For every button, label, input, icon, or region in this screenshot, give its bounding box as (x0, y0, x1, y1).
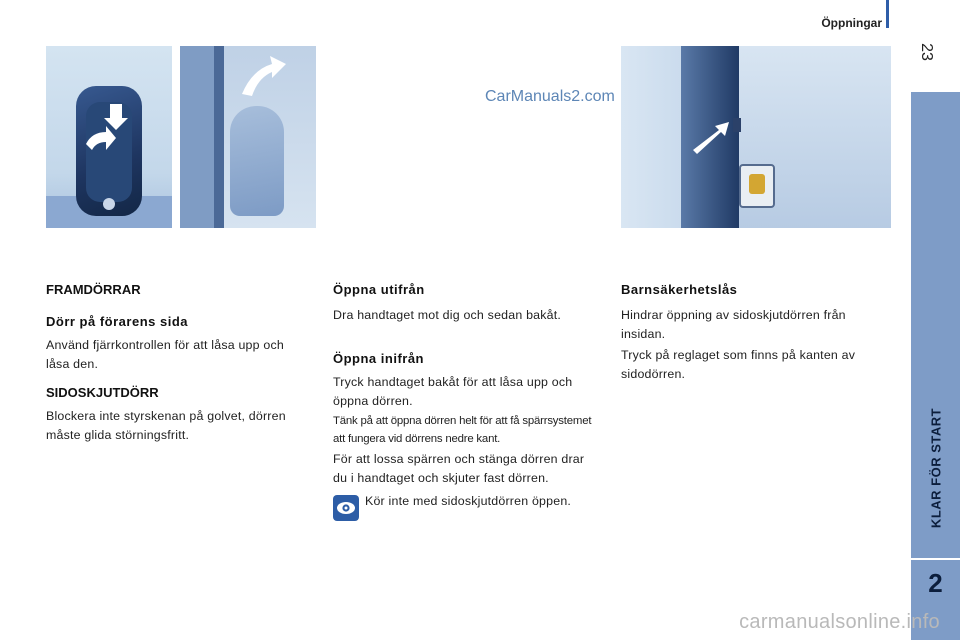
chapter-number: 2 (928, 568, 943, 598)
arrow-icon (46, 46, 172, 228)
text-open-inside-note: Tänk på att öppna dörren helt för att få spärrsystemet att fungera vid dörrens nedre kant. (333, 415, 592, 445)
heading-open-outside: Öppna utifrån (333, 282, 425, 297)
text-child-lock-1: Hindrar öppning av sidoskjutdörren från insidan. (621, 308, 846, 341)
text-child-lock-2: Tryck på reglaget som finns på kanten av sidodörren. (621, 348, 856, 381)
eye-warning-icon (333, 495, 359, 521)
chapter-label-text: KLAR FÖR START (928, 407, 943, 529)
warning-text: Kör inte med sidoskjutdörren öppen. (365, 494, 572, 508)
text-open-inside: Tryck handtaget bakåt för att låsa upp och öppna dörren. (333, 375, 573, 408)
heading-child-lock: Barnsäkerhetslås (621, 282, 738, 297)
text-close-door: För att lossa spärren och stänga dörren drar du i handtaget och skjuter fast dörren. (333, 452, 585, 485)
text-sliding-door: Blockera inte styrskenan på golvet, dörren måste glida störningsfritt. (46, 409, 286, 442)
text-driver-door: Använd fjärrkontrollen för att låsa upp och låsa den. (46, 338, 284, 371)
text-open-outside: Dra handtaget mot dig och sedan bakåt. (333, 308, 562, 322)
header-rule (886, 0, 889, 28)
heading-sliding-door: SIDOSKJUTDÖRR (46, 385, 159, 400)
heading-open-inside: Öppna inifrån (333, 351, 424, 366)
sidebar-rule (911, 558, 960, 560)
arrow-icon (180, 46, 316, 228)
arrow-icon (621, 46, 891, 228)
warning-box (333, 492, 595, 511)
page-number: 23 (918, 43, 935, 61)
section-title: Öppningar (821, 16, 882, 30)
column-front-doors (46, 282, 308, 445)
watermark: CarManuals2.com (485, 88, 615, 105)
photo-door-interior (180, 46, 316, 228)
heading-driver-door: Dörr på förarens sida (46, 314, 188, 329)
footer-logo: carmanualsonline.info (739, 611, 940, 633)
photo-door-handle (46, 46, 172, 228)
column-child-lock (621, 282, 883, 384)
heading-front-doors: FRAMDÖRRAR (46, 282, 141, 297)
photo-child-lock (621, 46, 891, 228)
column-opening (333, 282, 595, 511)
